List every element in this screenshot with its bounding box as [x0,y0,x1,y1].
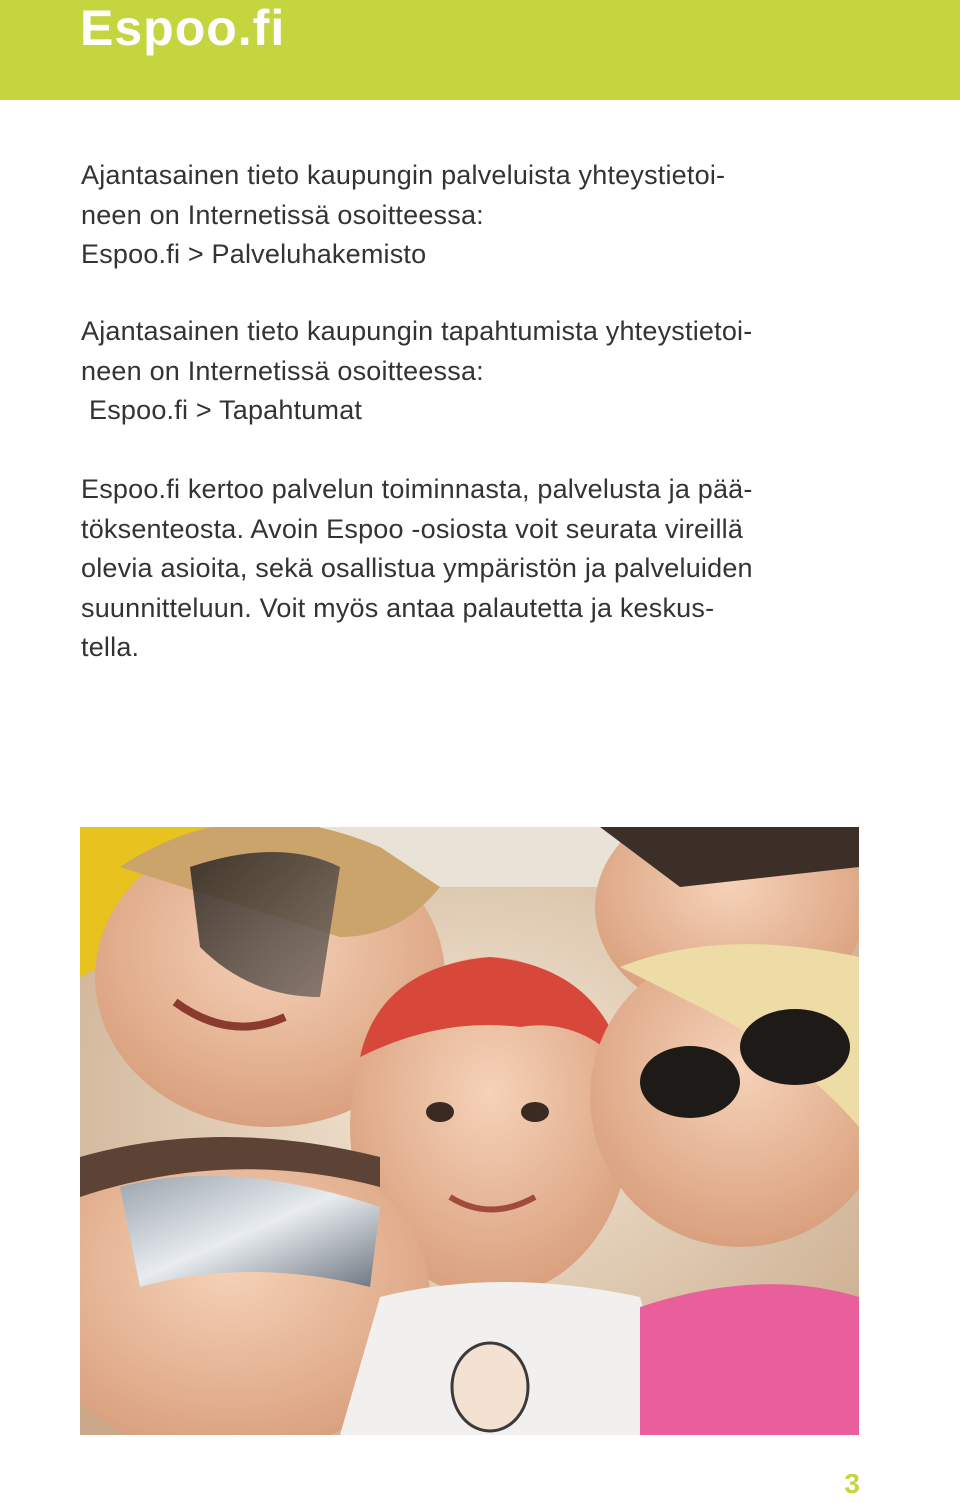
services-paragraph [81,156,871,275]
page-title: Espoo.fi [80,0,286,56]
text-line: neen on Internetissä osoitteessa: [81,355,484,386]
text-line: olevia asioita, sekä osallistua ympäristön ja palveluiden [81,553,753,583]
events-paragraph [81,312,871,431]
events-link-path: Espoo.fi > Tapahtumat [89,395,363,425]
text-line: suunnitteluun. Voit myös antaa palautetta ja keskus- [81,592,715,623]
services-link-path: Espoo.fi > Palveluhakemisto [81,239,427,269]
text-line: neen on Internetissä osoitteessa: [81,199,484,230]
group-photo [80,827,859,1435]
text-line: töksenteosta. Avoin Espoo -osiosta voit seurata vireillä [81,513,744,544]
text-line: Ajantasainen tieto kaupungin tapahtumista yhteystietoi- [81,316,753,346]
group-photo-illustration [80,827,859,1435]
page-number: 3 [844,1468,860,1499]
text-line: Espoo.fi kertoo palvelun toiminnasta, palvelusta ja pää- [81,474,753,504]
text-line: tella. [81,632,140,662]
header-band [0,0,960,100]
text-line: Ajantasainen tieto kaupungin palveluista yhteystietoi- [81,160,726,190]
about-paragraph [81,470,871,668]
